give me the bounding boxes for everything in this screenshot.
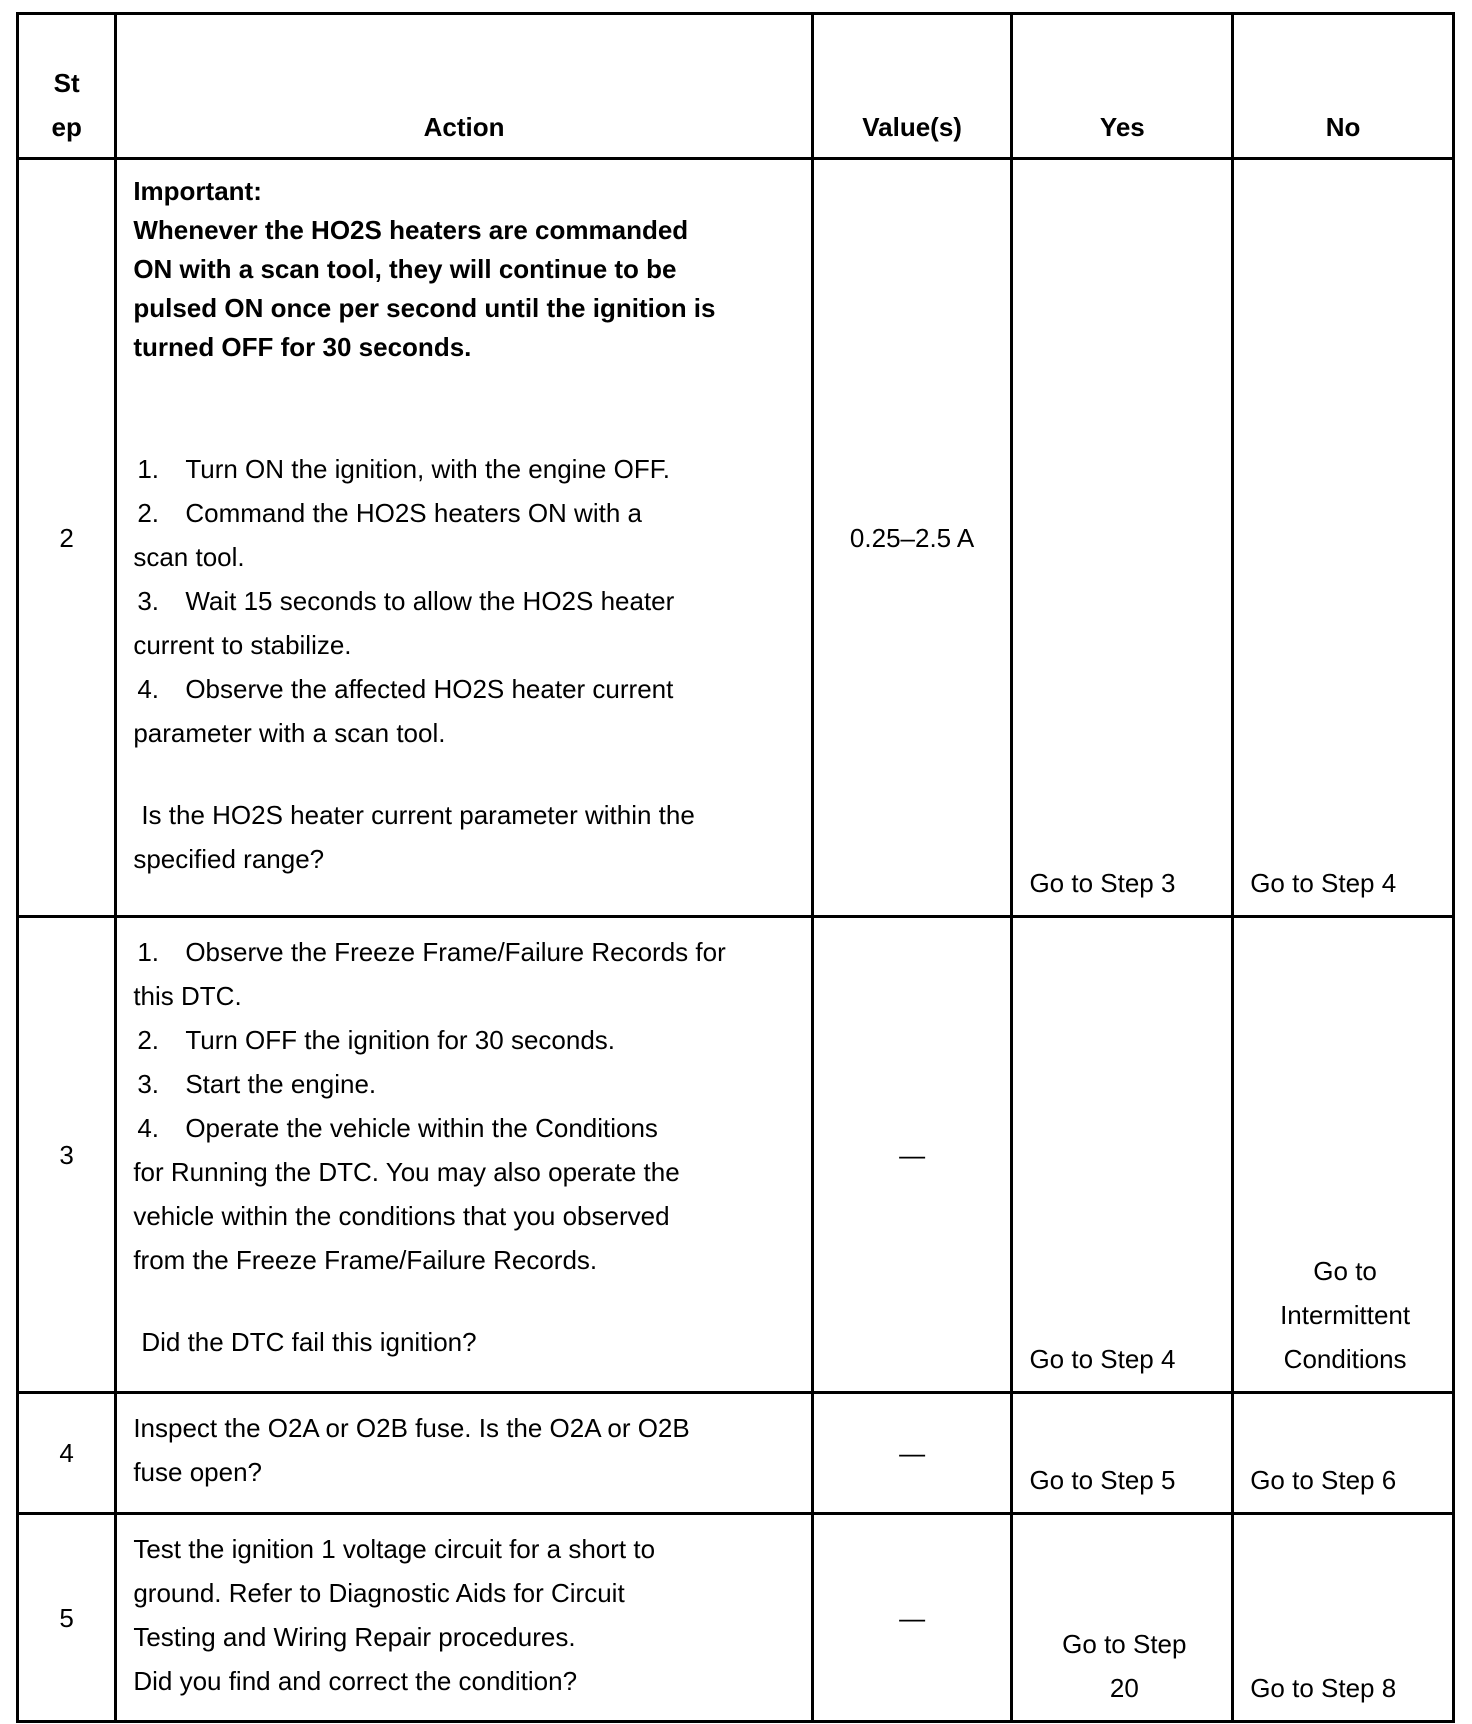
list-item: 3. Start the engine. <box>137 1069 377 1099</box>
list-item: 3. Wait 15 seconds to allow the HO2S heater <box>137 586 675 616</box>
question: Is the HO2S heater current parameter within the specified range? <box>133 800 695 874</box>
header-step: St ep <box>18 14 116 159</box>
step-number: 5 <box>18 1514 116 1722</box>
step-number: 2 <box>18 159 116 917</box>
header-yes: Yes <box>1012 14 1233 159</box>
list-item: 4. Operate the vehicle within the Conditions <box>137 1113 658 1143</box>
action-cell <box>116 917 812 1393</box>
step-number: 4 <box>18 1393 116 1514</box>
no-cell: Go to Step 8 <box>1233 1514 1454 1722</box>
list-item: 1. Observe the Freeze Frame/Failure Records for <box>137 937 726 967</box>
action-cell: Inspect the O2A or O2B fuse. Is the O2A or O2B fuse open? <box>116 1393 812 1514</box>
header-value: Value(s) <box>812 14 1012 159</box>
value-cell: — <box>812 1514 1012 1722</box>
important-note: Important: Whenever the HO2S heaters are commanded ON with a scan tool, they will continue to be pulsed ON once per second until the ignition is turned OFF for 30 seconds. <box>133 176 716 362</box>
list-item: 2. Turn OFF the ignition for 30 seconds. <box>137 1025 616 1055</box>
header-row <box>18 14 1454 159</box>
question: Did the DTC fail this ignition? <box>141 1327 477 1357</box>
no-cell: Go to Intermittent Conditions <box>1233 917 1454 1393</box>
yes-cell: Go to Step 5 <box>1012 1393 1233 1514</box>
value-cell: — <box>812 917 1012 1393</box>
step-number: 3 <box>18 917 116 1393</box>
table-row <box>18 917 1454 1393</box>
value-cell: — <box>812 1393 1012 1514</box>
list-item: 1. Turn ON the ignition, with the engine OFF. <box>137 454 670 484</box>
header-no: No <box>1233 14 1454 159</box>
list-item: 4. Observe the affected HO2S heater current <box>137 674 674 704</box>
no-cell: Go to Step 4 <box>1233 159 1454 917</box>
yes-cell: Go to Step 4 <box>1012 917 1233 1393</box>
list-item: 2. Command the HO2S heaters ON with a <box>137 498 642 528</box>
table-row <box>18 1514 1454 1722</box>
table-row <box>18 159 1454 917</box>
step-list: 1. Observe the Freeze Frame/Failure Records for this DTC. 2. Turn OFF the ignition for 30 seconds. 3. Start the engine. 4. Operate the vehicle within the Conditions for Running the DTC. You may also operate the vehicle within the conditions that you observed from the Freeze Frame/Failure Records. <box>133 930 794 1282</box>
no-cell: Go to Step 6 <box>1233 1393 1454 1514</box>
header-action: Action <box>116 14 812 159</box>
value-cell: 0.25–2.5 A <box>812 159 1012 917</box>
yes-cell: Go to Step 3 <box>1012 159 1233 917</box>
action-cell <box>116 159 812 917</box>
step-list: 1. Turn ON the ignition, with the engine OFF. 2. Command the HO2S heaters ON with a scan tool. 3. Wait 15 seconds to allow the HO2S heater current to stabilize. 4. Observe the affected HO2S heater current parameter with a scan tool. <box>133 447 794 755</box>
yes-cell: Go to Step 20 <box>1012 1514 1233 1722</box>
action-cell: Test the ignition 1 voltage circuit for a short to ground. Refer to Diagnostic Aids for Circuit Testing and Wiring Repair procedures. Did you find and correct the condition? <box>116 1514 812 1722</box>
diagnostic-table <box>16 12 1455 1723</box>
table-row <box>18 1393 1454 1514</box>
